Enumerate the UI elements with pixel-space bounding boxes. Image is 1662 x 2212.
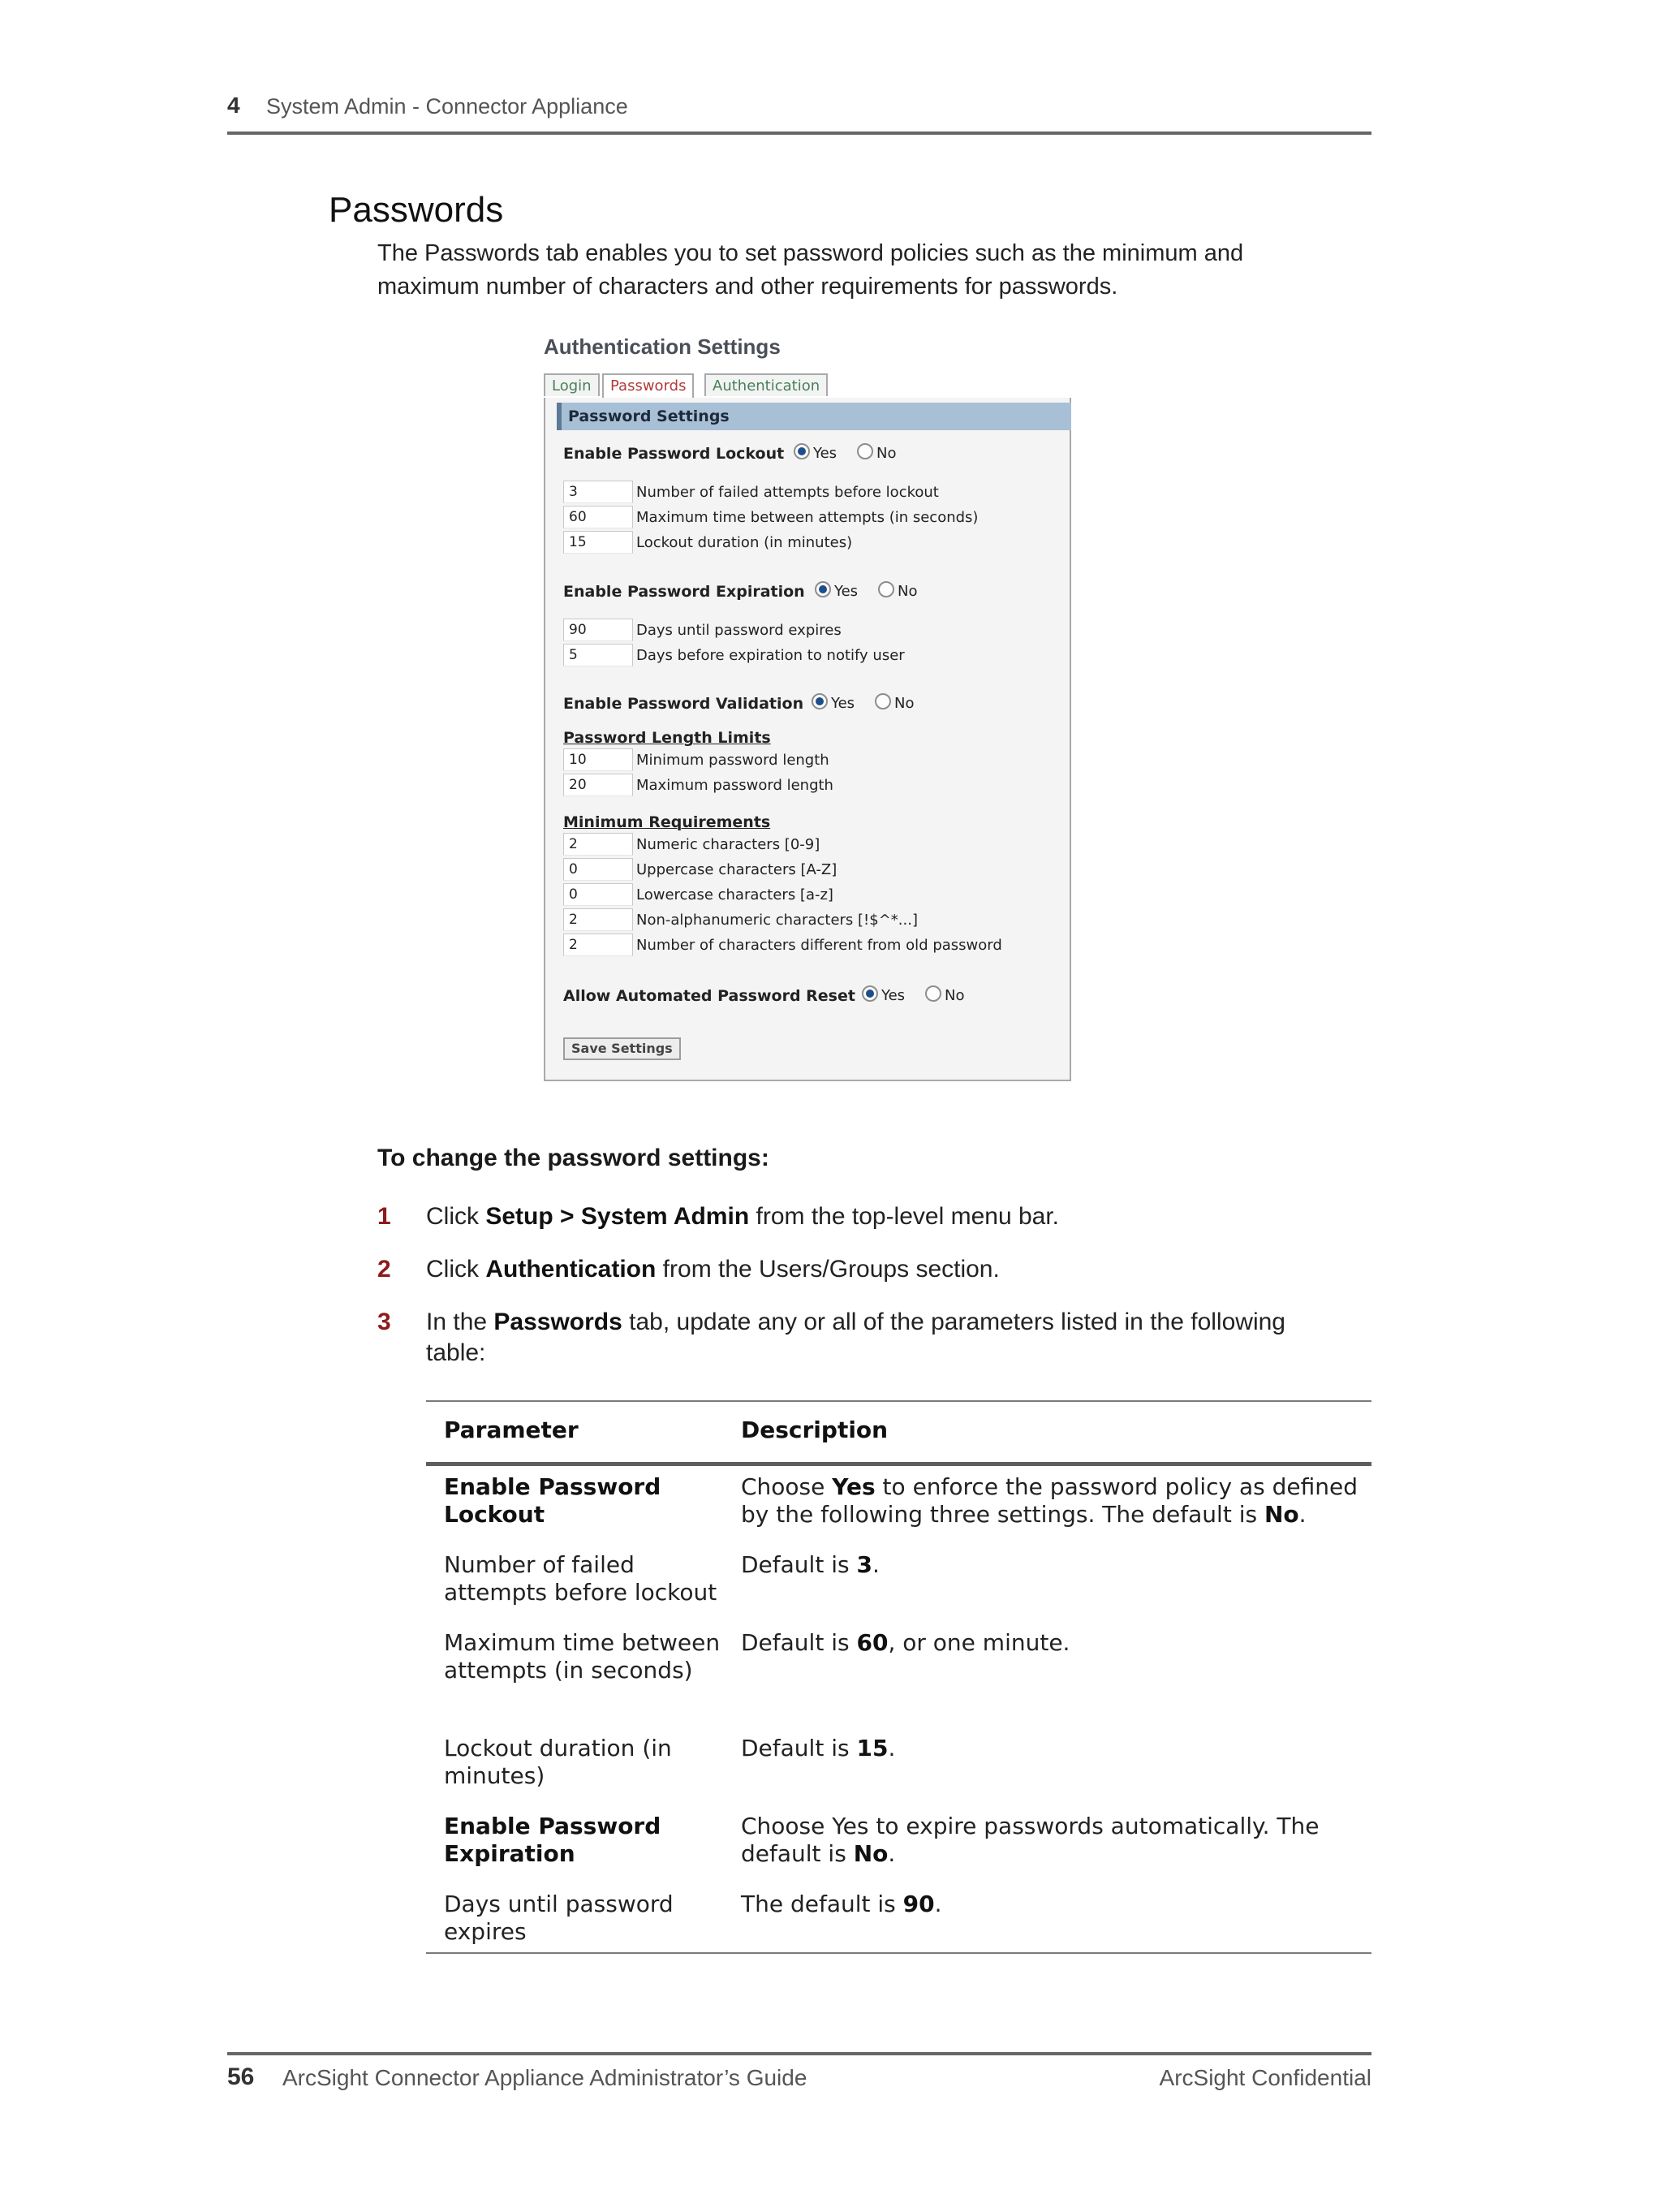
page-number: 56 (227, 2063, 255, 2090)
menu-item: Authentication (485, 1256, 657, 1283)
auto-reset-no-label: No (945, 987, 965, 1004)
expiration-yes-label: Yes (834, 583, 859, 600)
days-until-expire-input[interactable]: 90 (563, 619, 633, 641)
lowercase-chars-input[interactable]: 0 (563, 883, 633, 906)
table-row-param: Enable Password Expiration (444, 1813, 661, 1867)
lowercase-chars-label: Lowercase characters [a-z] (636, 886, 833, 903)
validation-no-radio[interactable] (875, 693, 891, 709)
lockout-duration-input[interactable]: 15 (563, 531, 633, 554)
lockout-yes-label: Yes (813, 445, 837, 462)
uppercase-chars-input[interactable]: 0 (563, 858, 633, 881)
panel-header: Password Settings (557, 403, 1071, 430)
validation-no-label: No (894, 695, 915, 712)
lockout-label: Enable Password Lockout (563, 445, 785, 463)
diff-from-old-input[interactable]: 2 (563, 934, 633, 956)
max-time-label: Maximum time between attempts (in seconds) (636, 509, 979, 526)
max-length-input[interactable]: 20 (563, 774, 633, 796)
intro-paragraph: The Passwords tab enables you to set password policies such as the minimum and maximum number of characters and other requirements for passwords. (377, 240, 1244, 300)
table-row-param: Maximum time between attempts (in seconds) (444, 1629, 721, 1684)
failed-attempts-input[interactable]: 3 (563, 481, 633, 503)
table-row-desc: Default is 15. (741, 1735, 896, 1761)
validation-label: Enable Password Validation (563, 695, 804, 713)
table-row-desc: Choose Yes to expire passwords automatically. The default is No. (741, 1813, 1320, 1867)
confidential-notice: ArcSight Confidential (1159, 2065, 1371, 2090)
tab-bar (544, 373, 1071, 399)
validation-yes-radio[interactable] (812, 693, 828, 709)
non-alphanumeric-label: Non-alphanumeric characters [!$^*...] (636, 912, 918, 929)
column-header-parameter: Parameter (444, 1416, 579, 1443)
days-until-expire-label: Days until password expires (636, 622, 842, 639)
min-length-input[interactable]: 10 (563, 748, 633, 771)
table-row-desc: The default is 90. (741, 1891, 942, 1917)
numeric-chars-label: Numeric characters [0-9] (636, 836, 820, 853)
failed-attempts-label: Number of failed attempts before lockout (636, 484, 939, 501)
auto-reset-yes-label: Yes (881, 987, 906, 1004)
uppercase-chars-label: Uppercase characters [A-Z] (636, 861, 837, 878)
chapter-title: System Admin - Connector Appliance (266, 94, 628, 119)
authentication-settings-figure (544, 373, 1071, 1081)
step-number: 1 (377, 1203, 391, 1230)
auto-reset-no-radio[interactable] (925, 985, 941, 1002)
expiration-yes-radio[interactable] (815, 581, 831, 597)
page-footer (227, 2052, 1371, 2096)
lockout-yes-radio[interactable] (794, 443, 810, 459)
table-header-rule (426, 1462, 1371, 1466)
menu-path: Setup > System Admin (485, 1203, 750, 1230)
non-alphanumeric-input[interactable]: 2 (563, 908, 633, 931)
expiration-no-label: No (898, 583, 918, 600)
table-row-desc: Choose Yes to enforce the password policy as defined by the following three settings. The default is No. (741, 1473, 1358, 1528)
auto-reset-yes-radio[interactable] (862, 985, 878, 1002)
tab-authentication[interactable]: Authentication (704, 373, 828, 396)
lockout-duration-label: Lockout duration (in minutes) (636, 534, 853, 551)
diff-from-old-label: Number of characters different from old password (636, 937, 1002, 954)
days-notify-input[interactable]: 5 (563, 644, 633, 666)
auto-reset-label: Allow Automated Password Reset (563, 987, 855, 1005)
max-time-input[interactable]: 60 (563, 506, 633, 528)
step-text: Click Authentication from the Users/Groups section. (426, 1256, 1000, 1283)
length-limits-label: Password Length Limits (563, 729, 771, 747)
running-header (227, 91, 1371, 135)
save-settings-button[interactable]: Save Settings (563, 1037, 681, 1060)
min-requirements-label: Minimum Requirements (563, 813, 771, 831)
expiration-label: Enable Password Expiration (563, 583, 805, 601)
table-top-rule (426, 1400, 1371, 1402)
days-notify-label: Days before expiration to notify user (636, 647, 905, 664)
book-title: ArcSight Connector Appliance Administrator’s Guide (282, 2065, 807, 2090)
section-title: Passwords (329, 190, 504, 230)
validation-yes-label: Yes (831, 695, 855, 712)
numeric-chars-input[interactable]: 2 (563, 833, 633, 856)
table-row-param: Lockout duration (in minutes) (444, 1735, 672, 1789)
tab-login[interactable]: Login (544, 373, 600, 396)
step-text: In the Passwords tab, update any or all of the parameters listed in the following table: (426, 1309, 1285, 1366)
table-bottom-rule (426, 1952, 1371, 1954)
expiration-no-radio[interactable] (878, 581, 894, 597)
figure-caption: Authentication Settings (544, 334, 781, 359)
table-row-param: Number of failed attempts before lockout (444, 1551, 717, 1606)
max-length-label: Maximum password length (636, 777, 833, 794)
table-row-param: Enable Password Lockout (444, 1473, 661, 1528)
lockout-no-label: No (876, 445, 897, 462)
procedure-title: To change the password settings: (377, 1145, 769, 1171)
chapter-number: 4 (227, 93, 240, 118)
step-number: 2 (377, 1256, 391, 1283)
tab-passwords[interactable]: Passwords (602, 373, 694, 399)
table-row-param: Days until password expires (444, 1891, 674, 1945)
min-length-label: Minimum password length (636, 752, 829, 769)
table-row-desc: Default is 60, or one minute. (741, 1629, 1070, 1656)
step-text: Click Setup > System Admin from the top-level menu bar. (426, 1203, 1060, 1230)
column-header-description: Description (741, 1416, 889, 1443)
step-number: 3 (377, 1309, 391, 1335)
lockout-no-radio[interactable] (857, 443, 873, 459)
tab-name: Passwords (493, 1309, 622, 1335)
table-row-desc: Default is 3. (741, 1551, 880, 1578)
password-settings-panel (544, 398, 1071, 1081)
